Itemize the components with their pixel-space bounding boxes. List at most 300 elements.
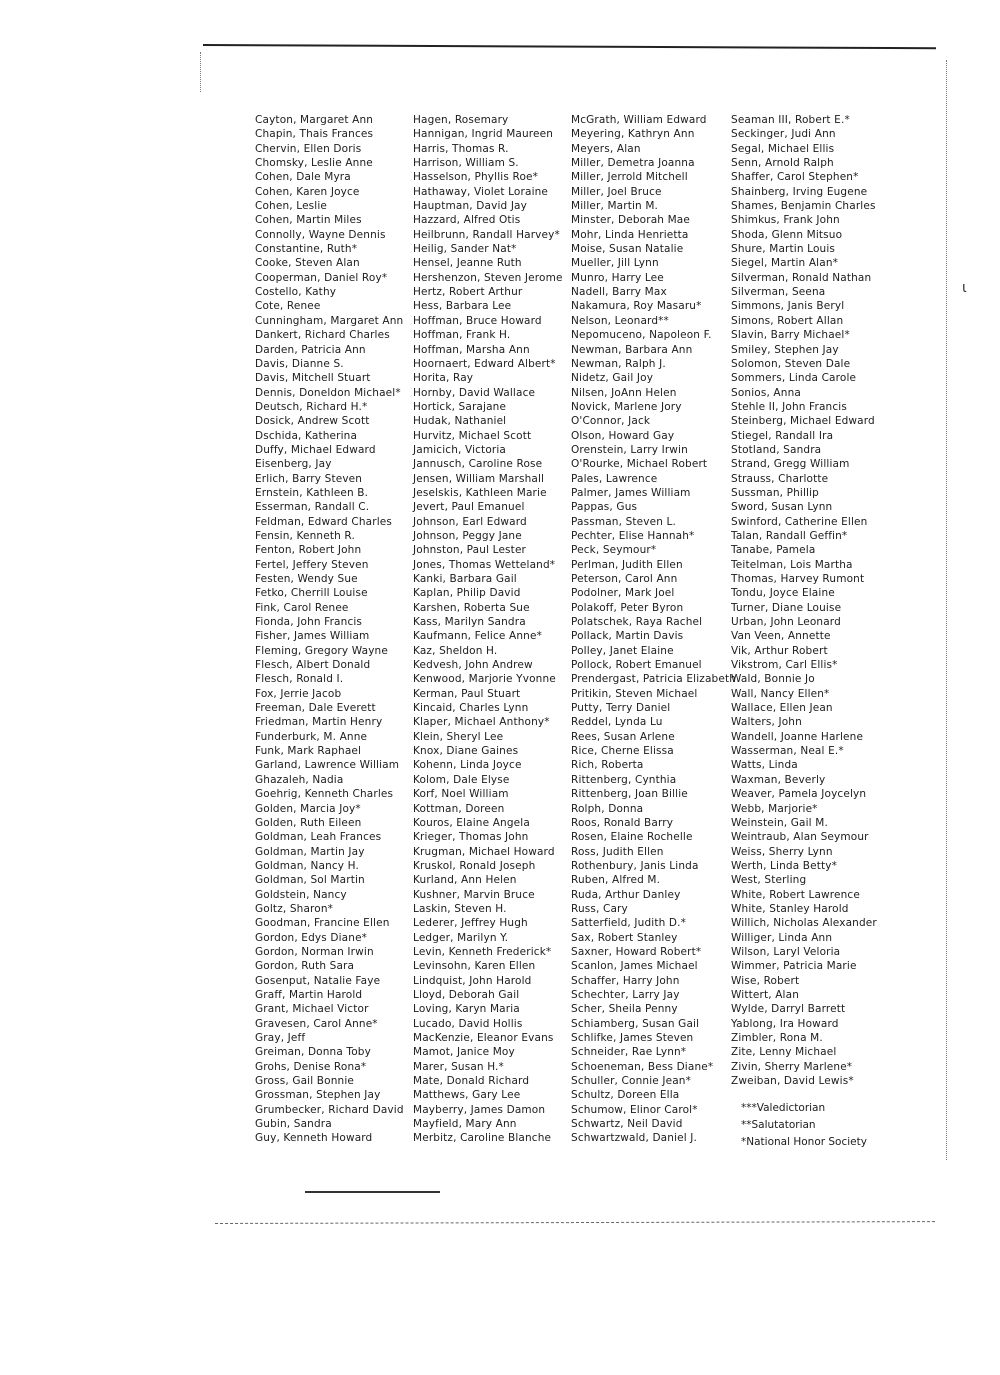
name-entry: Weinstein, Gail M. xyxy=(731,816,828,829)
name-entry: Urban, John Leonard xyxy=(731,616,841,629)
name-entry: Scher, Sheila Penny xyxy=(571,1003,678,1016)
name-entry: Weintraub, Alan Seymour xyxy=(731,831,869,844)
name-entry: Hannigan, Ingrid Maureen xyxy=(413,128,554,141)
name-entry: Ledger, Marilyn Y. xyxy=(413,931,509,944)
name-entry: Dosick, Andrew Scott xyxy=(255,415,370,428)
name-entry: Goldman, Martin Jay xyxy=(255,845,365,858)
name-entry: Kaplan, Philip David xyxy=(413,587,521,600)
name-entry: Zweiban, David Lewis* xyxy=(731,1075,854,1088)
name-entry: Grumbecker, Richard David xyxy=(255,1103,404,1116)
name-entry: White, Stanley Harold xyxy=(731,902,849,915)
name-entry: Kurland, Ann Helen xyxy=(413,874,517,887)
stray-mark: ɩ xyxy=(962,280,967,296)
names-column-2 xyxy=(413,113,588,1146)
name-entry: Simons, Robert Allan xyxy=(731,314,844,327)
name-entry: Walters, John xyxy=(731,716,802,729)
name-entry: Jamicich, Victoria xyxy=(413,443,507,456)
name-entry: Rolph, Donna xyxy=(571,802,644,815)
name-entry: Podolner, Mark Joel xyxy=(571,587,675,600)
name-entry: Ruda, Arthur Danley xyxy=(571,888,681,901)
name-entry: Fionda, John Francis xyxy=(255,616,363,629)
name-entry: Rothenbury, Janis Linda xyxy=(571,859,699,872)
name-entry: Esserman, Randall C. xyxy=(255,501,370,514)
name-entry: Eisenberg, Jay xyxy=(255,458,332,471)
name-entry: Deutsch, Richard H.* xyxy=(255,400,368,413)
bottom-rule xyxy=(215,1221,935,1224)
name-entry: Saxner, Howard Robert* xyxy=(571,945,702,958)
name-entry: Goehrig, Kenneth Charles xyxy=(255,788,394,801)
names-list xyxy=(571,113,746,1146)
name-entry: Hortick, Sarajane xyxy=(413,400,507,413)
name-entry: Cunningham, Margaret Ann xyxy=(255,314,404,327)
name-entry: Slavin, Barry Michael* xyxy=(731,329,850,342)
name-entry: Harrison, William S. xyxy=(413,157,519,170)
name-entry: Duffy, Michael Edward xyxy=(255,443,376,456)
name-entry: Schultz, Doreen Ella xyxy=(571,1089,680,1102)
name-entry: Goldman, Nancy H. xyxy=(255,859,360,872)
name-entry: Palmer, James William xyxy=(571,486,691,499)
names-list xyxy=(731,113,931,1088)
name-entry: Satterfield, Judith D.* xyxy=(571,917,687,930)
name-entry: Hoffman, Frank H. xyxy=(413,329,511,342)
name-entry: Grohs, Denise Rona* xyxy=(255,1060,367,1073)
legend-salutatorian: **Salutatorian xyxy=(741,1119,816,1132)
name-entry: Chapin, Thais Frances xyxy=(255,128,374,141)
name-entry: Watts, Linda xyxy=(731,759,798,772)
name-entry: Davis, Mitchell Stuart xyxy=(255,372,371,385)
left-margin-marks xyxy=(200,52,201,92)
name-entry: Kanki, Barbara Gail xyxy=(413,573,517,585)
name-entry: Hertz, Robert Arthur xyxy=(413,286,523,299)
name-entry: Rich, Roberta xyxy=(571,759,644,772)
name-entry: Wilson, Laryl Veloria xyxy=(731,945,841,958)
name-entry: Yablong, Ira Howard xyxy=(731,1017,839,1030)
name-entry: O'Rourke, Michael Robert xyxy=(571,458,708,471)
name-entry: Heilbrunn, Randall Harvey* xyxy=(413,228,560,241)
name-entry: Zivin, Sherry Marlene* xyxy=(731,1060,853,1073)
name-entry: Friedman, Martin Henry xyxy=(255,716,383,729)
name-entry: Weaver, Pamela Joycelyn xyxy=(731,788,867,801)
name-entry: Wimmer, Patricia Marie xyxy=(731,960,857,973)
name-entry: Kruskol, Ronald Joseph xyxy=(413,859,536,872)
name-entry: Steinberg, Michael Edward xyxy=(731,415,875,428)
name-entry: Merbitz, Caroline Blanche xyxy=(413,1132,552,1145)
name-entry: Mueller, Jill Lynn xyxy=(571,257,659,270)
name-entry: Greiman, Donna Toby xyxy=(255,1046,371,1059)
name-entry: Nepomuceno, Napoleon F. xyxy=(571,329,712,342)
name-entry: Jeselskis, Kathleen Marie xyxy=(413,486,547,499)
name-entry: Tanabe, Pamela xyxy=(731,544,816,557)
name-entry: Horita, Ray xyxy=(413,372,474,385)
name-entry: Dennis, Doneldon Michael* xyxy=(255,386,401,399)
name-entry: Johnson, Peggy Jane xyxy=(413,529,522,542)
name-entry: Hathaway, Violet Loraine xyxy=(413,185,549,198)
name-entry: Hurvitz, Michael Scott xyxy=(413,429,532,442)
name-entry: Miller, Martin M. xyxy=(571,200,659,213)
name-entry: Dankert, Richard Charles xyxy=(255,329,390,342)
name-entry: Peterson, Carol Ann xyxy=(571,573,678,585)
name-entry: Nidetz, Gail Joy xyxy=(571,372,654,385)
name-entry: Thomas, Harvey Rumont xyxy=(731,573,865,585)
name-entry: Kass, Marilyn Sandra xyxy=(413,616,526,629)
name-entry: Knox, Diane Gaines xyxy=(413,745,519,758)
name-entry: Polley, Janet Elaine xyxy=(571,644,674,657)
name-entry: Cooperman, Daniel Roy* xyxy=(255,271,388,284)
name-entry: Reddel, Lynda Lu xyxy=(571,716,663,729)
name-entry: Peck, Seymour* xyxy=(571,544,657,557)
name-entry: Heilig, Sander Nat* xyxy=(413,243,517,256)
name-entry: Karshen, Roberta Sue xyxy=(413,601,530,614)
name-entry: Wittert, Alan xyxy=(731,988,800,1001)
name-entry: Mamot, Janice Moy xyxy=(413,1046,515,1059)
name-entry: Willich, Nicholas Alexander xyxy=(731,917,877,930)
name-entry: Cohen, Karen Joyce xyxy=(255,185,360,198)
name-entry: Strauss, Charlotte xyxy=(731,472,829,485)
name-entry: West, Sterling xyxy=(731,874,807,887)
name-entry: Stiegel, Randall Ira xyxy=(731,429,834,442)
name-entry: Johnston, Paul Lester xyxy=(413,544,527,557)
name-entry: Hoffman, Marsha Ann xyxy=(413,343,530,356)
name-entry: Lucado, David Hollis xyxy=(413,1017,523,1030)
name-entry: Jones, Thomas Wetteland* xyxy=(413,558,556,571)
name-entry: Miller, Demetra Joanna xyxy=(571,157,695,170)
name-entry: Teitelman, Lois Martha xyxy=(731,558,853,571)
name-entry: Nadell, Barry Max xyxy=(571,286,667,299)
name-entry: Krieger, Thomas John xyxy=(413,831,529,844)
name-entry: Lederer, Jeffrey Hugh xyxy=(413,917,528,930)
name-entry: Sword, Susan Lynn xyxy=(731,501,833,514)
name-entry: Senn, Arnold Ralph xyxy=(731,157,834,170)
name-entry: Kedvesh, John Andrew xyxy=(413,659,533,672)
name-entry: Segal, Michael Ellis xyxy=(731,142,835,155)
name-entry: Mayberry, James Damon xyxy=(413,1103,546,1116)
name-entry: Zimbler, Rona M. xyxy=(731,1032,823,1044)
name-entry: Marer, Susan H.* xyxy=(413,1060,504,1073)
name-entry: Wandell, Joanne Harlene xyxy=(731,730,864,743)
name-entry: Sax, Robert Stanley xyxy=(571,931,678,944)
name-entry: Hauptman, David Jay xyxy=(413,200,528,213)
name-entry: Roos, Ronald Barry xyxy=(571,816,674,829)
name-entry: Smiley, Stephen Jay xyxy=(731,343,839,356)
name-entry: Seaman III, Robert E.* xyxy=(731,114,850,126)
name-entry: Erlich, Barry Steven xyxy=(255,472,363,485)
name-entry: Guy, Kenneth Howard xyxy=(255,1132,373,1145)
name-entry: Graff, Martin Harold xyxy=(255,988,363,1001)
name-entry: Schwartz, Neil David xyxy=(571,1118,683,1131)
name-entry: Shames, Benjamin Charles xyxy=(731,200,876,213)
name-entry: Pechter, Elise Hannah* xyxy=(571,529,695,542)
name-entry: Ghazaleh, Nadia xyxy=(255,773,344,786)
name-entry: Ross, Judith Ellen xyxy=(571,845,664,858)
name-entry: White, Robert Lawrence xyxy=(731,888,860,901)
name-entry: Festen, Wendy Sue xyxy=(255,573,358,585)
name-entry: Scanlon, James Michael xyxy=(571,960,698,973)
name-entry: Minster, Deborah Mae xyxy=(571,214,691,227)
name-entry: Cohen, Leslie xyxy=(255,200,328,213)
right-page-edge xyxy=(946,60,947,1160)
name-entry: Gubin, Sandra xyxy=(255,1118,332,1131)
name-entry: Goldstein, Nancy xyxy=(255,888,347,901)
name-entry: Nakamura, Roy Masaru* xyxy=(571,300,702,313)
name-entry: Hershenzon, Steven Jerome xyxy=(413,271,563,284)
name-entry: Stehle II, John Francis xyxy=(731,400,847,413)
name-entry: Sussman, Phillip xyxy=(731,486,819,499)
name-entry: Polakoff, Peter Byron xyxy=(571,601,684,614)
name-entry: Wallace, Ellen Jean xyxy=(731,702,833,715)
name-entry: Silverman, Seena xyxy=(731,286,826,299)
name-entry: Rosen, Elaine Rochelle xyxy=(571,831,693,844)
name-entry: Goldman, Leah Frances xyxy=(255,831,382,844)
name-entry: Pollack, Martin Davis xyxy=(571,630,684,643)
name-entry: Klaper, Michael Anthony* xyxy=(413,716,550,729)
name-entry: Hazzard, Alfred Otis xyxy=(413,214,521,227)
name-entry: Vikstrom, Carl Ellis* xyxy=(731,659,838,672)
name-entry: Jannusch, Caroline Rose xyxy=(413,458,543,471)
name-entry: Russ, Cary xyxy=(571,902,628,915)
name-entry: Flesch, Ronald I. xyxy=(255,673,344,686)
name-entry: Kaz, Sheldon H. xyxy=(413,644,498,657)
name-entry: Swinford, Catherine Ellen xyxy=(731,515,868,528)
name-entry: Schiamberg, Susan Gail xyxy=(571,1017,700,1030)
name-entry: Goltz, Sharon* xyxy=(255,902,334,915)
name-entry: Kaufmann, Felice Anne* xyxy=(413,630,542,643)
name-entry: Fetko, Cherrill Louise xyxy=(255,587,368,600)
legend-honor-society: *National Honor Society xyxy=(741,1136,867,1149)
name-entry: Prendergast, Patricia Elizabeth xyxy=(571,673,737,686)
name-entry: Sommers, Linda Carole xyxy=(731,372,857,385)
name-entry: Hudak, Nathaniel xyxy=(413,415,507,428)
name-entry: Rittenberg, Joan Billie xyxy=(571,788,688,801)
name-entry: Goodman, Francine Ellen xyxy=(255,917,390,930)
name-entry: Kushner, Marvin Bruce xyxy=(413,888,535,901)
name-entry: Vik, Arthur Robert xyxy=(731,644,828,657)
name-entry: Ruben, Alfred M. xyxy=(571,874,661,887)
name-entry: Kohenn, Linda Joyce xyxy=(413,759,522,772)
names-column-4 xyxy=(731,113,931,1151)
name-entry: Moise, Susan Natalie xyxy=(571,243,684,256)
name-entry: Schwartzwald, Daniel J. xyxy=(571,1132,698,1145)
name-entry: Nelson, Leonard** xyxy=(571,314,669,327)
name-entry: MacKenzie, Eleanor Evans xyxy=(413,1032,554,1044)
name-entry: Van Veen, Annette xyxy=(731,630,831,643)
name-entry: Hess, Barbara Lee xyxy=(413,300,512,313)
name-entry: Weiss, Sherry Lynn xyxy=(731,845,833,858)
name-entry: Goldman, Sol Martin xyxy=(255,874,365,887)
names-column-1 xyxy=(255,113,430,1146)
name-entry: Siegel, Martin Alan* xyxy=(731,257,839,270)
name-entry: Hoffman, Bruce Howard xyxy=(413,314,542,327)
name-entry: Lindquist, John Harold xyxy=(413,974,532,987)
name-entry: Wald, Bonnie Jo xyxy=(731,673,815,686)
name-entry: Shaffer, Carol Stephen* xyxy=(731,171,859,184)
name-entry: Mayfield, Mary Ann xyxy=(413,1118,517,1131)
name-entry: Hasselson, Phyllis Roe* xyxy=(413,171,539,184)
name-entry: Pales, Lawrence xyxy=(571,472,658,485)
name-entry: Chervin, Ellen Doris xyxy=(255,142,362,155)
name-entry: Gordon, Edys Diane* xyxy=(255,931,368,944)
name-entry: Davis, Dianne S. xyxy=(255,357,344,370)
name-entry: Grant, Michael Victor xyxy=(255,1003,369,1016)
name-entry: Pritikin, Steven Michael xyxy=(571,687,698,700)
honors-legend xyxy=(741,1100,931,1151)
name-entry: Fertel, Jeffery Steven xyxy=(255,558,369,571)
name-entry: Golden, Ruth Eileen xyxy=(255,816,362,829)
name-entry: Grossman, Stephen Jay xyxy=(255,1089,381,1102)
name-entry: Solomon, Steven Dale xyxy=(731,357,851,370)
name-entry: Rittenberg, Cynthia xyxy=(571,773,677,786)
name-entry: Lloyd, Deborah Gail xyxy=(413,988,520,1001)
name-entry: Gray, Jeff xyxy=(255,1032,306,1044)
name-entry: Matthews, Gary Lee xyxy=(413,1089,521,1102)
name-entry: Rice, Cherne Elissa xyxy=(571,745,674,758)
name-entry: Cayton, Margaret Ann xyxy=(255,114,374,126)
name-entry: Kouros, Elaine Angela xyxy=(413,816,530,829)
name-entry: Miller, Jerrold Mitchell xyxy=(571,171,688,184)
name-entry: Pappas, Gus xyxy=(571,501,638,514)
names-list xyxy=(413,113,588,1146)
name-entry: Talan, Randall Geffin* xyxy=(731,529,848,542)
name-entry: Wylde, Darryl Barrett xyxy=(731,1003,846,1016)
name-entry: Newman, Barbara Ann xyxy=(571,343,693,356)
short-rule xyxy=(305,1191,440,1193)
name-entry: Laskin, Steven H. xyxy=(413,902,507,915)
name-entry: Fensin, Kenneth R. xyxy=(255,529,355,542)
name-entry: Newman, Ralph J. xyxy=(571,357,666,370)
name-entry: Werth, Linda Betty* xyxy=(731,859,838,872)
name-entry: Perlman, Judith Ellen xyxy=(571,558,683,571)
name-entry: Cote, Renee xyxy=(255,300,321,313)
name-entry: Funk, Mark Raphael xyxy=(255,745,362,758)
name-entry: O'Connor, Jack xyxy=(571,415,651,428)
name-entry: Fink, Carol Renee xyxy=(255,601,349,614)
name-entry: Krugman, Michael Howard xyxy=(413,845,555,858)
name-entry: Webb, Marjorie* xyxy=(731,802,818,815)
name-entry: Wise, Robert xyxy=(731,974,800,987)
name-entry: Flesch, Albert Donald xyxy=(255,659,371,672)
name-entry: Golden, Marcia Joy* xyxy=(255,802,361,815)
name-entry: Seckinger, Judi Ann xyxy=(731,128,836,141)
name-entry: Rees, Susan Arlene xyxy=(571,730,675,743)
names-list xyxy=(255,113,430,1146)
name-entry: Cohen, Martin Miles xyxy=(255,214,362,227)
name-entry: Hagen, Rosemary xyxy=(413,114,509,126)
name-entry: Freeman, Dale Everett xyxy=(255,702,376,715)
name-entry: Jensen, William Marshall xyxy=(413,472,545,485)
name-entry: Tondu, Joyce Elaine xyxy=(731,587,835,600)
name-entry: Harris, Thomas R. xyxy=(413,142,509,155)
name-entry: Hornby, David Wallace xyxy=(413,386,536,399)
name-entry: Passman, Steven L. xyxy=(571,515,677,528)
name-entry: Schlifke, James Steven xyxy=(571,1032,694,1044)
name-entry: Klein, Sheryl Lee xyxy=(413,730,504,743)
top-rule xyxy=(203,44,936,49)
name-entry: McGrath, William Edward xyxy=(571,114,707,126)
name-entry: Shure, Martin Louis xyxy=(731,243,836,256)
name-entry: Darden, Patricia Ann xyxy=(255,343,366,356)
name-entry: Meyers, Alan xyxy=(571,142,641,155)
legend-valedictorian: ***Valedictorian xyxy=(741,1102,826,1115)
name-entry: Garland, Lawrence William xyxy=(255,759,400,772)
name-entry: Kincaid, Charles Lynn xyxy=(413,702,529,715)
name-entry: Shainberg, Irving Eugene xyxy=(731,185,868,198)
name-entry: Pollock, Robert Emanuel xyxy=(571,659,702,672)
name-entry: Korf, Noel William xyxy=(413,788,509,801)
name-entry: Loving, Karyn Maria xyxy=(413,1003,520,1016)
name-entry: Wall, Nancy Ellen* xyxy=(731,687,830,700)
name-entry: Polatschek, Raya Rachel xyxy=(571,616,703,629)
name-entry: Meyering, Kathryn Ann xyxy=(571,128,695,141)
name-entry: Schoeneman, Bess Diane* xyxy=(571,1060,714,1073)
name-entry: Cooke, Steven Alan xyxy=(255,257,360,270)
name-entry: Silverman, Ronald Nathan xyxy=(731,271,872,284)
name-entry: Orenstein, Larry Irwin xyxy=(571,443,688,456)
name-entry: Fenton, Robert John xyxy=(255,544,362,557)
name-entry: Schumow, Elinor Carol* xyxy=(571,1103,698,1116)
name-entry: Hensel, Jeanne Ruth xyxy=(413,257,522,270)
name-entry: Levin, Kenneth Frederick* xyxy=(413,945,552,958)
name-entry: Constantine, Ruth* xyxy=(255,243,358,256)
name-entry: Ernstein, Kathleen B. xyxy=(255,486,369,499)
name-entry: Gravesen, Carol Anne* xyxy=(255,1017,378,1030)
name-entry: Mate, Donald Richard xyxy=(413,1075,530,1088)
name-entry: Fox, Jerrie Jacob xyxy=(255,687,342,700)
name-entry: Olson, Howard Gay xyxy=(571,429,675,442)
name-entry: Schaffer, Harry John xyxy=(571,974,680,987)
name-entry: Shimkus, Frank John xyxy=(731,214,840,227)
name-entry: Cohen, Dale Myra xyxy=(255,171,351,184)
name-entry: Hoornaert, Edward Albert* xyxy=(413,357,556,370)
name-entry: Schuller, Connie Jean* xyxy=(571,1075,692,1088)
name-entry: Schneider, Rae Lynn* xyxy=(571,1046,687,1059)
name-entry: Costello, Kathy xyxy=(255,286,337,299)
name-entry: Feldman, Edward Charles xyxy=(255,515,392,528)
name-entry: Munro, Harry Lee xyxy=(571,271,664,284)
name-entry: Turner, Diane Louise xyxy=(731,601,842,614)
name-entry: Miller, Joel Bruce xyxy=(571,185,662,198)
name-entry: Fisher, James William xyxy=(255,630,370,643)
name-entry: Levinsohn, Karen Ellen xyxy=(413,960,536,973)
name-entry: Novick, Marlene Jory xyxy=(571,400,682,413)
name-entry: Johnson, Earl Edward xyxy=(413,515,527,528)
name-entry: Connolly, Wayne Dennis xyxy=(255,228,386,241)
name-entry: Gosenput, Natalie Faye xyxy=(255,974,381,987)
name-entry: Fleming, Gregory Wayne xyxy=(255,644,388,657)
name-entry: Shoda, Glenn Mitsuo xyxy=(731,228,843,241)
name-entry: Stotland, Sandra xyxy=(731,443,822,456)
name-entry: Simmons, Janis Beryl xyxy=(731,300,845,313)
name-entry: Kottman, Doreen xyxy=(413,802,505,815)
name-entry: Jevert, Paul Emanuel xyxy=(413,501,525,514)
name-entry: Nilsen, JoAnn Helen xyxy=(571,386,677,399)
name-entry: Kenwood, Marjorie Yvonne xyxy=(413,673,556,686)
name-entry: Williger, Linda Ann xyxy=(731,931,833,944)
name-entry: Funderburk, M. Anne xyxy=(255,730,368,743)
name-entry: Sonios, Anna xyxy=(731,386,801,399)
name-entry: Gordon, Ruth Sara xyxy=(255,960,355,973)
name-entry: Kolom, Dale Elyse xyxy=(413,773,510,786)
names-column-3 xyxy=(571,113,746,1146)
name-entry: Kerman, Paul Stuart xyxy=(413,687,521,700)
name-entry: Mohr, Linda Henrietta xyxy=(571,228,689,241)
name-entry: Dschida, Katherina xyxy=(255,429,358,442)
name-entry: Schechter, Larry Jay xyxy=(571,988,680,1001)
name-entry: Putty, Terry Daniel xyxy=(571,702,671,715)
name-entry: Wasserman, Neal E.* xyxy=(731,745,844,758)
name-entry: Zite, Lenny Michael xyxy=(731,1046,837,1059)
name-entry: Chomsky, Leslie Anne xyxy=(255,157,373,170)
name-entry: Waxman, Beverly xyxy=(731,773,826,786)
name-entry: Gross, Gail Bonnie xyxy=(255,1075,355,1088)
